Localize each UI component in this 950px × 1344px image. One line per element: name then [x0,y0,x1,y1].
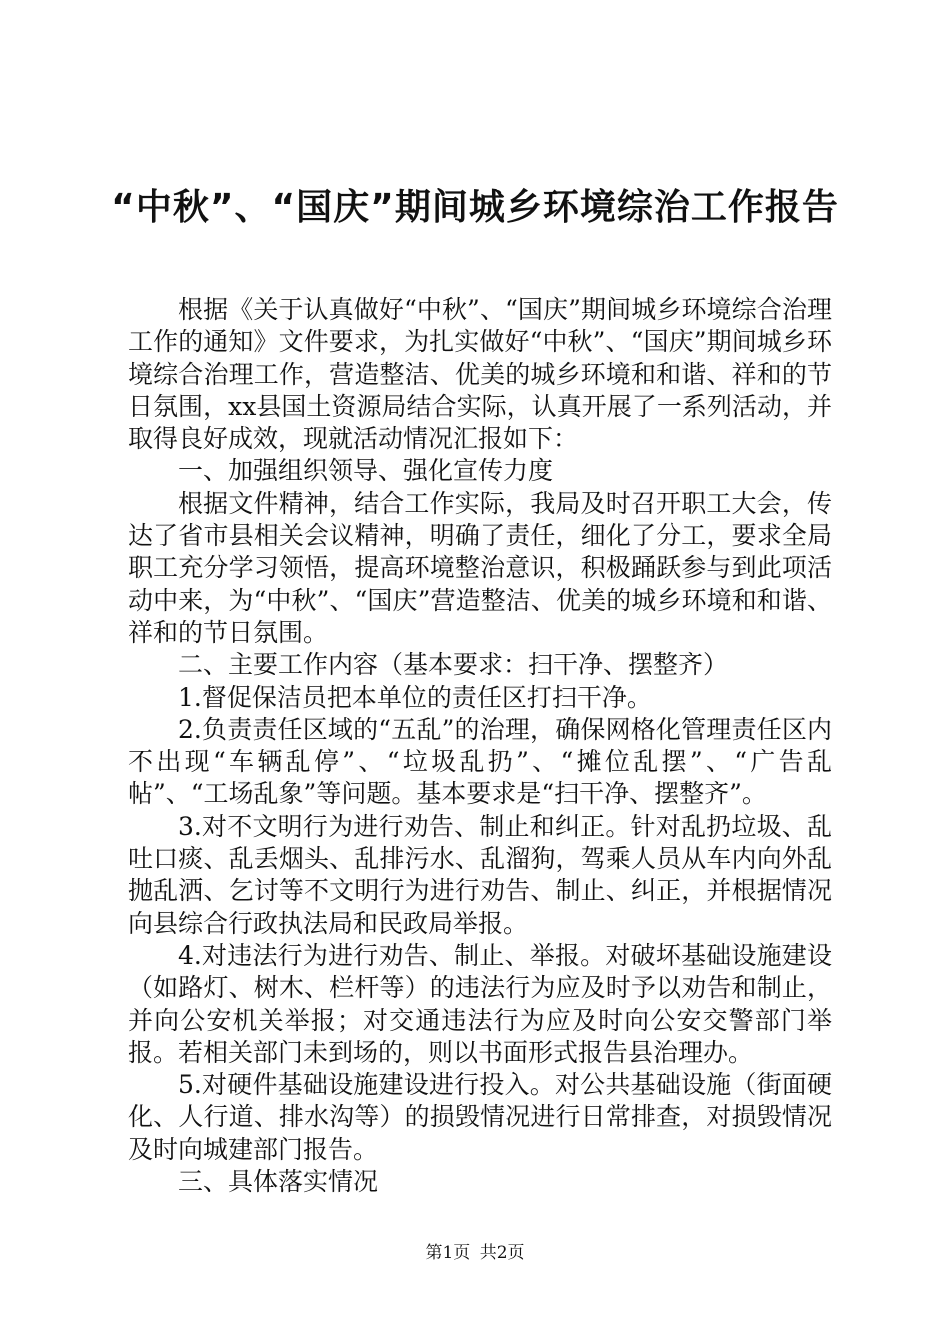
page-total: 共2页 [479,1243,525,1263]
work-item-5: 5.对硬件基础设施建设进行投入。对公共基础设施（街面硬化、人行道、排水沟等）的损毁情况进行日常排查，对损毁情况及时向城建部门报告。 [128,1070,832,1164]
work-item-2: 2.负责责任区域的“五乱”的治理，确保网格化管理责任区内不出现“车辆乱停”、“垃圾乱扔”、“摊位乱摆”、“广告乱帖”、“工场乱象”等问题。基本要求是“扫干净、摆整齐”。 [128,714,832,809]
section-heading-1: 一、加强组织领导、强化宣传力度 [178,456,554,486]
work-item-3: 3.对不文明行为进行劝告、制止和纠正。针对乱扔垃圾、乱吐口痰、乱丢烟头、乱排污水、乱溜狗，驾乘人员从车内向外乱抛乱洒、乞讨等不文明行为进行劝告、制止、纠正，并根据情况向县综合行政执法局和民政局举报。 [128,811,832,938]
document-body [128,294,832,1198]
section-heading-3: 三、具体落实情况 [178,1167,379,1197]
section-1-paragraph: 根据文件精神，结合工作实际，我局及时召开职工大会，传达了省市县相关会议精神，明确了责任，细化了分工，要求全局职工充分学习领悟，提高环境整治意识，积极踊跃参与到此项活动中来，为“中秋”、“国庆”营造整洁、优美的城乡环境和和谐、祥和的节日氛围。 [128,488,832,647]
work-item-4: 4.对违法行为进行劝告、制止、举报。对破坏基础设施建设（如路灯、树木、栏杆等）的违法行为应及时予以劝告和制止，并向公安机关举报；对交通违法行为应及时向公安交警部门举报。若相关部门未到场的，则以书面形式报告县治理办。 [128,940,832,1067]
work-item-1: 1.督促保洁员把本单位的责任区打扫干净。 [178,682,652,712]
page-footer [0,1241,950,1265]
section-heading-2: 二、主要工作内容（基本要求：扫干净、摆整齐） [178,650,729,680]
document-title: “中秋”、“国庆”期间城乡环境综治工作报告 [111,187,839,228]
page-number: 第1页 [425,1243,471,1263]
intro-paragraph: 根据《关于认真做好“中秋”、“国庆”期间城乡环境综合治理工作的通知》文件要求，为扎实做好“中秋”、“国庆”期间城乡环境综合治理工作，营造整洁、优美的城乡环境和和谐、祥和的节日氛围，xx县国土资源局结合实际，认真开展了一系列活动，并取得良好成效，现就活动情况汇报如下： [128,295,832,454]
